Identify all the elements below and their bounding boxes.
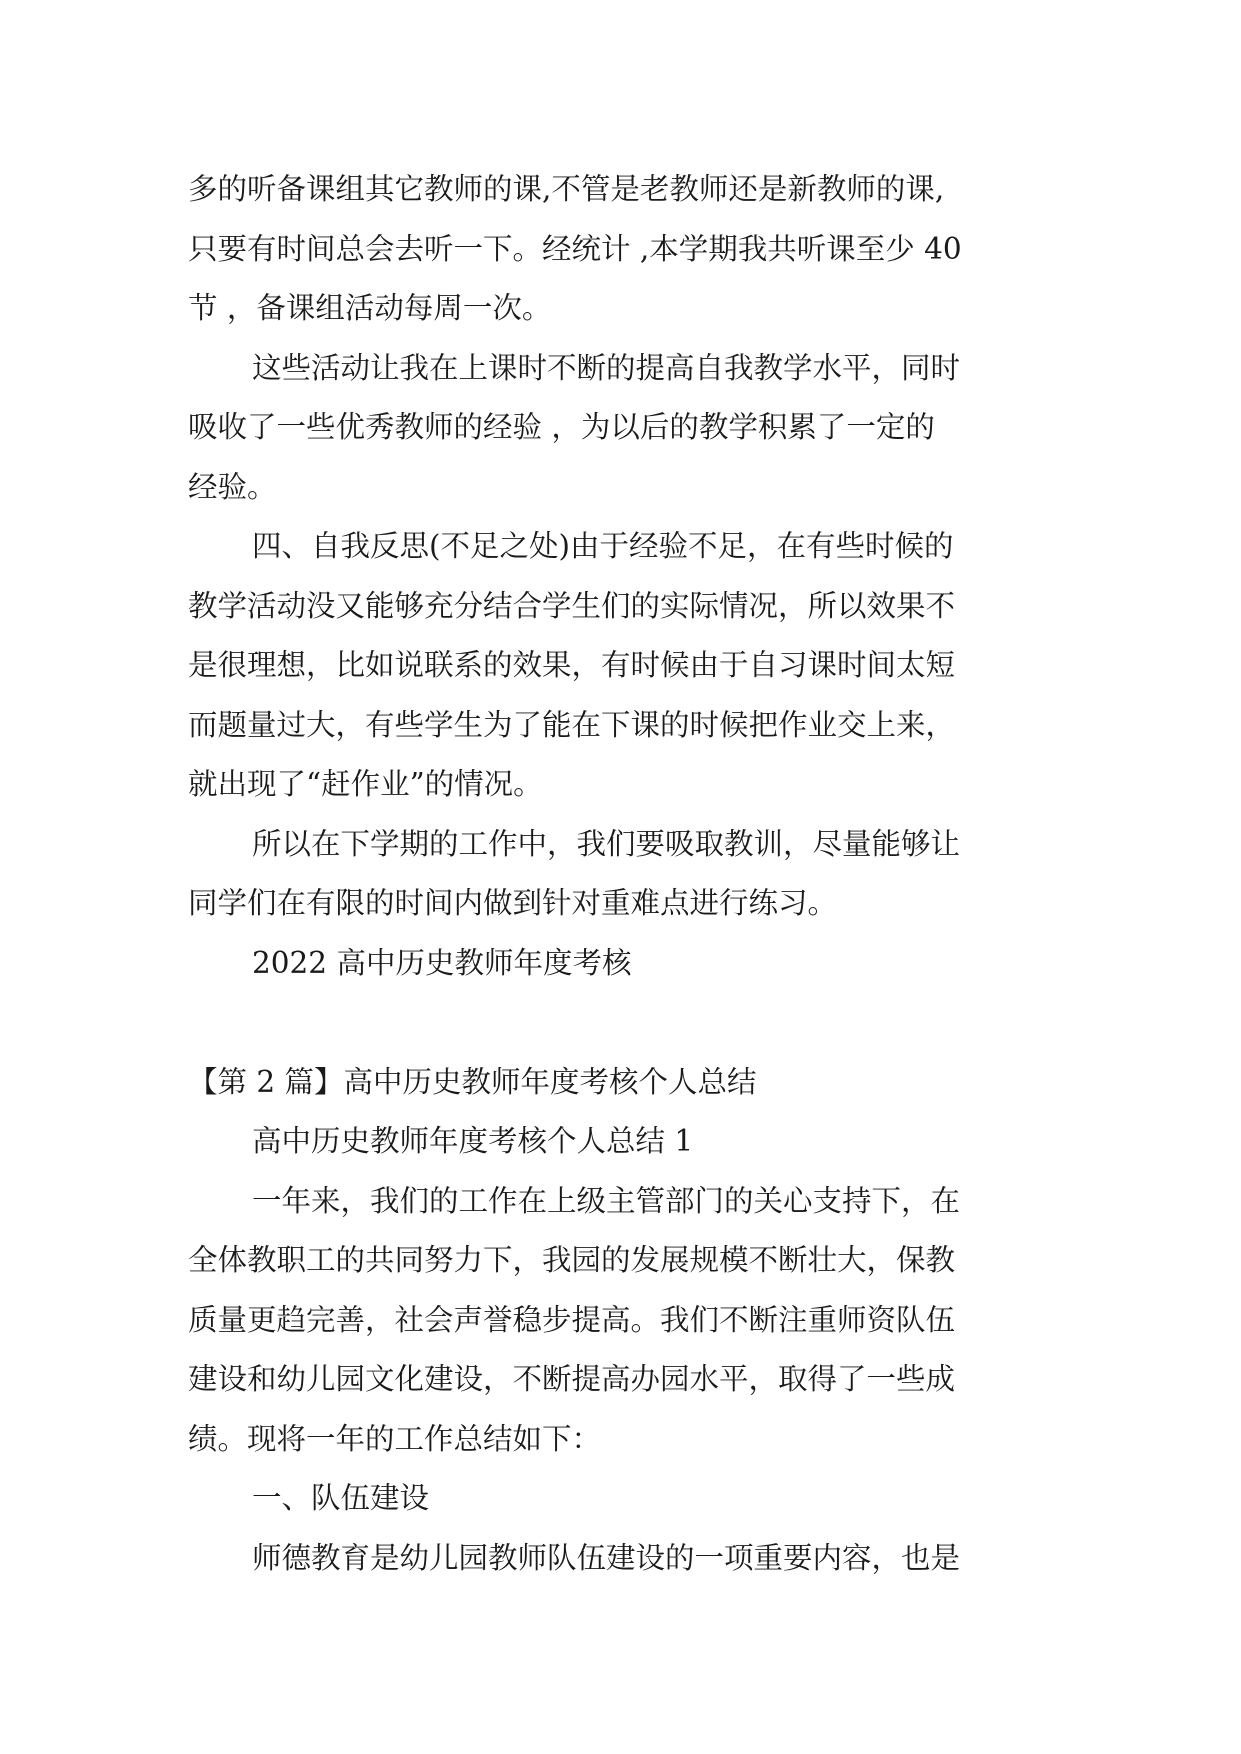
text-line: 节 ，备课组活动每周一次。: [188, 291, 552, 325]
text-line: 多的听备课组其它教师的课,不管是老教师还是新教师的课,: [188, 172, 945, 206]
article-heading: 【第 2 篇】高中历史教师年度考核个人总结: [188, 1064, 757, 1099]
text-line: 而题量过大，有些学生为了能在下课的时候把作业交上来，: [188, 707, 956, 742]
document-body: [188, 160, 1060, 1588]
text-line: 就出现了“赶作业”的情况。: [188, 767, 543, 801]
section-reflection-line: 四、自我反思(不足之处)由于经验不足，在有些时候的: [252, 529, 954, 563]
article-subheading: 高中历史教师年度考核个人总结 1: [252, 1124, 694, 1158]
text-line: 吸收了一些优秀教师的经验 ，为以后的教学积累了一定的: [188, 410, 935, 444]
text-line: 全体教职工的共同努力下，我园的发展规模不断壮大，保教: [188, 1243, 956, 1277]
text-line: 教学活动没又能够充分结合学生们的实际情况，所以效果不: [188, 588, 956, 623]
paragraph-start-line: 这些活动让我在上课时不断的提高自我教学水平，同时: [252, 350, 961, 385]
text-line: 是很理想，比如说联系的效果，有时候由于自习课时间太短: [188, 648, 956, 682]
text-line: 绩。现将一年的工作总结如下：: [188, 1421, 602, 1456]
text-line: 只要有时间总会去听一下。经统计 ,本学期我共听课至少 40: [188, 231, 962, 266]
paragraph-start-line: 师德教育是幼儿园教师队伍建设的一项重要内容，也是: [252, 1540, 961, 1575]
paragraph-start-line: 所以在下学期的工作中，我们要吸取教训，尽量能够让: [252, 826, 961, 861]
text-line: 建设和幼儿园文化建设，不断提高办园水平，取得了一些成: [188, 1362, 956, 1396]
text-line: 同学们在有限的时间内做到针对重难点进行练习。: [188, 886, 838, 920]
blank-line: [188, 993, 1060, 1053]
section-heading: 一、队伍建设: [252, 1481, 430, 1515]
text-line: 经验。: [188, 469, 277, 504]
paragraph-start-line: 一年来，我们的工作在上级主管部门的关心支持下，在: [252, 1183, 961, 1218]
document-subtitle: 2022 高中历史教师年度考核: [252, 945, 632, 980]
text-line: 质量更趋完善，社会声誉稳步提高。我们不断注重师资队伍: [188, 1302, 956, 1337]
